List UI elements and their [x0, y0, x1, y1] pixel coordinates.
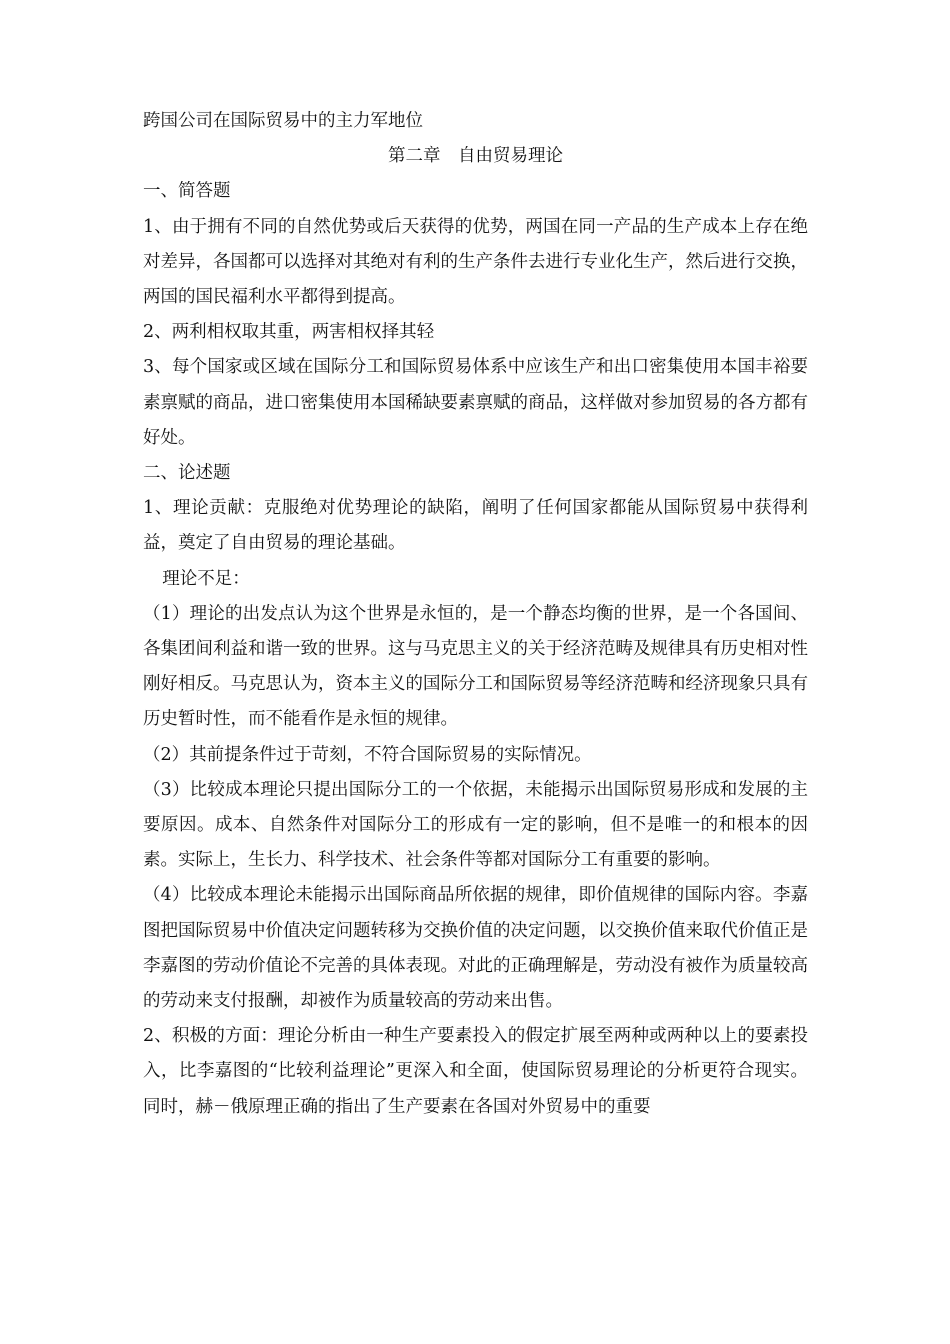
document-body — [143, 104, 808, 1125]
prev-section-heading: 跨国公司在国际贸易中的主力军地位 — [143, 111, 423, 131]
answer-paragraph-2: 2、两利相权取其重，两害相权择其轻 — [143, 322, 435, 343]
shortcoming-2: （2）其前提条件过于苛刻，不符合国际贸易的实际情况。 — [143, 744, 592, 765]
section-heading-short-answer: 一、简答题 — [143, 181, 231, 202]
essay-paragraph-1: 1、理论贡献：克服绝对优势理论的缺陷，阐明了任何国家都能从国际贸易中获得利益，奠定了自由贸易的理论基础。 — [143, 498, 808, 554]
chapter-title: 第二章 自由贸易理论 — [388, 146, 563, 167]
answer-paragraph-1: 1、由于拥有不同的自然优势或后天获得的优势，两国在同一产品的生产成本上存在绝对差异，各国都可以选择对其绝对有利的生产条件去进行专业化生产，然后进行交换，两国的国民福利水平都得到提高。 — [143, 216, 808, 308]
shortcoming-3: （3）比较成本理论只提出国际分工的一个依据，未能揭示出国际贸易形成和发展的主要原因。成本、自然条件对国际分工的形成有一定的影响，但不是唯一的和根本的因素。实际上，生长力、科学技术、社会条件等都对国际分工有重要的影响。 — [143, 779, 808, 871]
answer-paragraph-3: 3、每个国家或区域在国际分工和国际贸易体系中应该生产和出口密集使用本国丰裕要素禀赋的商品，进口密集使用本国稀缺要素禀赋的商品，这样做对参加贸易的各方都有好处。 — [143, 357, 808, 448]
section-heading-essay: 二、论述题 — [143, 463, 231, 484]
essay-paragraph-2: 2、积极的方面：理论分析由一种生产要素投入的假定扩展至两种或两种以上的要素投入，比李嘉图的“比较利益理论”更深入和全面，使国际贸易理论的分析更符合现实。同时，赫－俄原理正确的指出了生产要素在各国对外贸易中的重要 — [143, 1026, 808, 1117]
essay-subheading-shortcomings: 理论不足： — [162, 568, 250, 589]
shortcoming-4: （4）比较成本理论未能揭示出国际商品所依据的规律，即价值规律的国际内容。李嘉图把国际贸易中价值决定问题转移为交换价值的决定问题，以交换价值来取代价值正是李嘉图的劳动价值论不完善的具体表现。对此的正确理解是，劳动没有被作为质量较高的劳动来支付报酬，却被作为质量较高的劳动来出售。 — [143, 885, 808, 1012]
shortcoming-1: （1）理论的出发点认为这个世界是永恒的，是一个静态均衡的世界，是一个各国间、各集团间利益和谐一致的世界。这与马克思主义的关于经济范畴及规律具有历史相对性刚好相反。马克思认为，资本主义的国际分工和国际贸易等经济范畴和经济现象只具有历史暂时性，而不能看作是永恒的规律。 — [143, 603, 808, 730]
